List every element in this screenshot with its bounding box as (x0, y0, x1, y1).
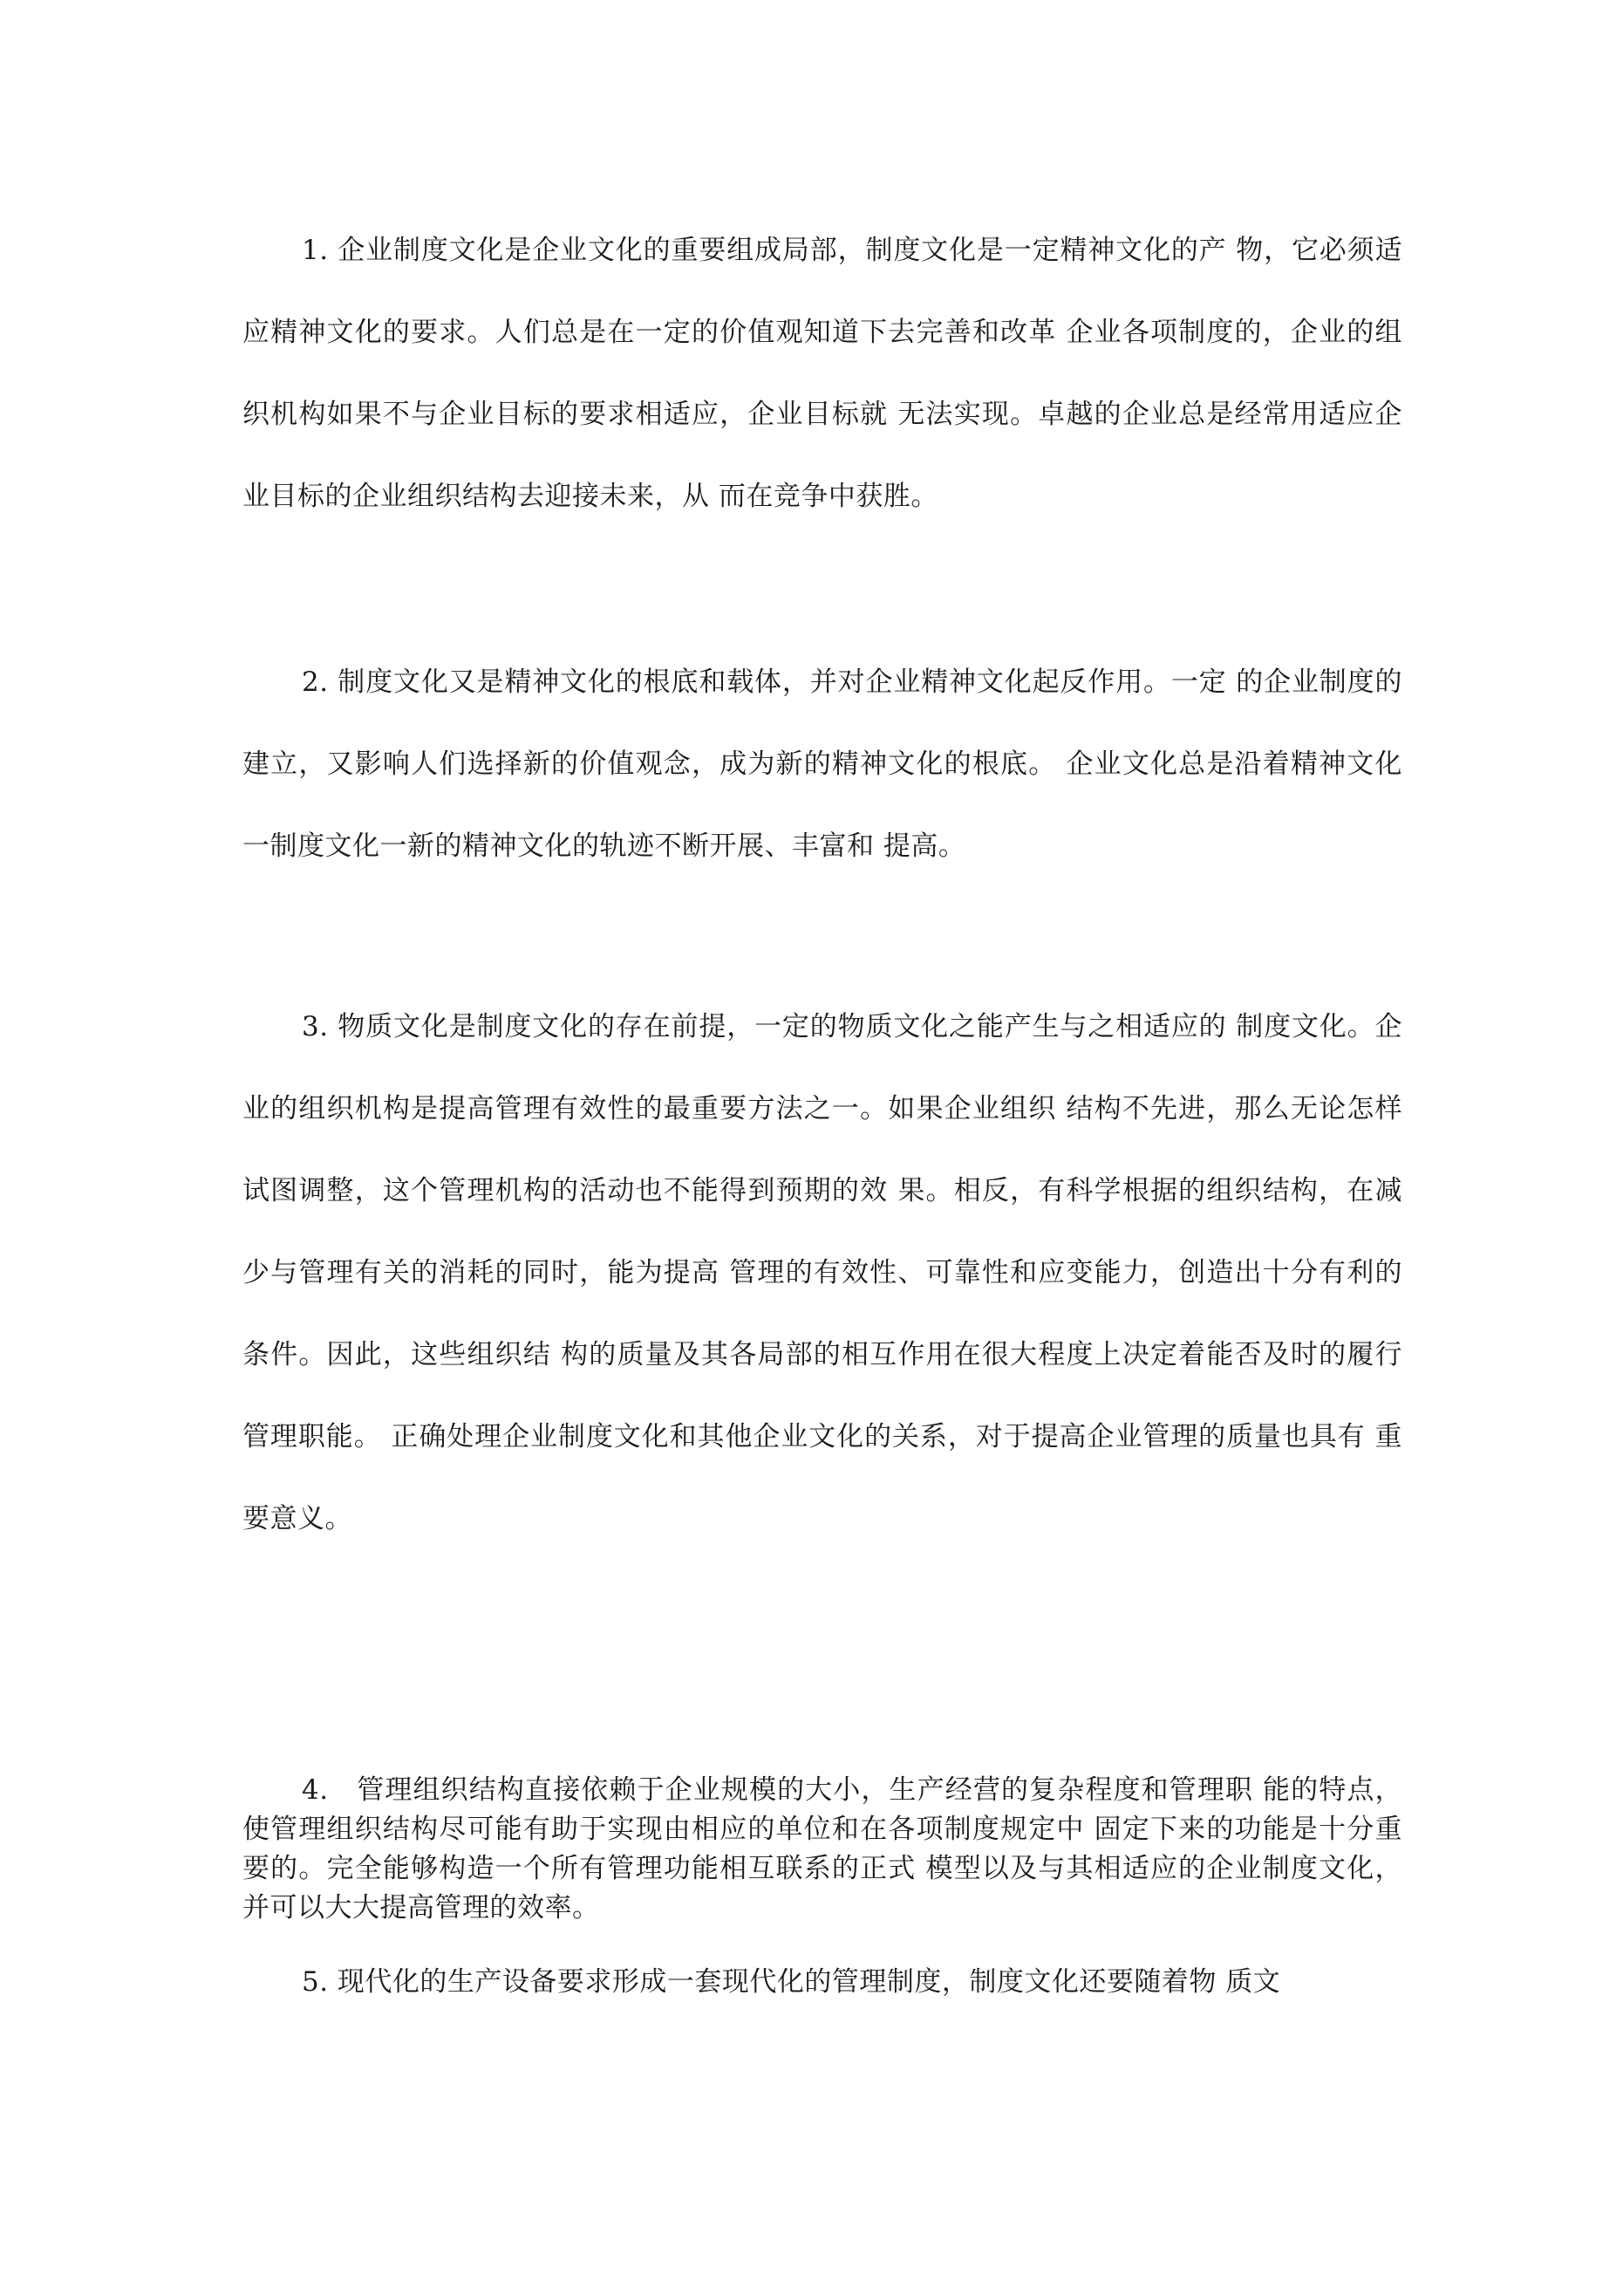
paragraph-2: 2. 制度文化又是精神文化的根底和载体，并对企业精神文化起反作用。一定 的企业制度的建立，又影响人们选择新的价值观念，成为新的精神文化的根底。 企业文化总是沿着精神文化一制度文化一新的精神文化的轨迹不断开展、丰富和 提高。 (242, 666, 1402, 862)
paragraph-1: 1. 企业制度文化是企业文化的重要组成局部，制度文化是一定精神文化的产 物，它必须适应精神文化的要求。人们总是在一定的价值观知道下去完善和改革 企业各项制度的，企业的组织机构如果不与企业目标的要求相适应，企业目标就 无法实现。卓越的企业总是经常用适应企业目标的企业组织结构去迎接未来，从 而在竞争中获胜。 (242, 235, 1402, 512)
paragraph-4: 4. 管理组织结构直接依赖于企业规模的大小，生产经营的复杂程度和管理职 能的特点，使管理组织结构尽可能有助于实现由相应的单位和在各项制度规定中 固定下来的功能是十分重要的。完全能够构造一个所有管理功能相互联系的正式 模型以及与其相适应的企业制度文化，并可以大大提高管理的效率。 (242, 1774, 1402, 1924)
paragraph-5: 5. 现代化的生产设备要求形成一套现代化的管理制度，制度文化还要随着物 质文 (302, 1966, 1281, 1998)
paragraph-3: 3. 物质文化是制度文化的存在前提，一定的物质文化之能产生与之相适应的 制度文化。企业的组织机构是提高管理有效性的最重要方法之一。如果企业组织 结构不先进，那么无论怎样试图调整，这个管理机构的活动也不能得到预期的效 果。相反，有科学根据的组织结构，在减少与管理有关的消耗的同时，能为提高 管理的有效性、可靠性和应变能力，创造出十分有利的条件。因此，这些组织结 构的质量及其各局部的相互作用在很大程度上决定着能否及时的履行管理职能。 正确处理企业制度文化和其他企业文化的关系，对于提高企业管理的质量也具有 重要意义。 (242, 1011, 1402, 1534)
